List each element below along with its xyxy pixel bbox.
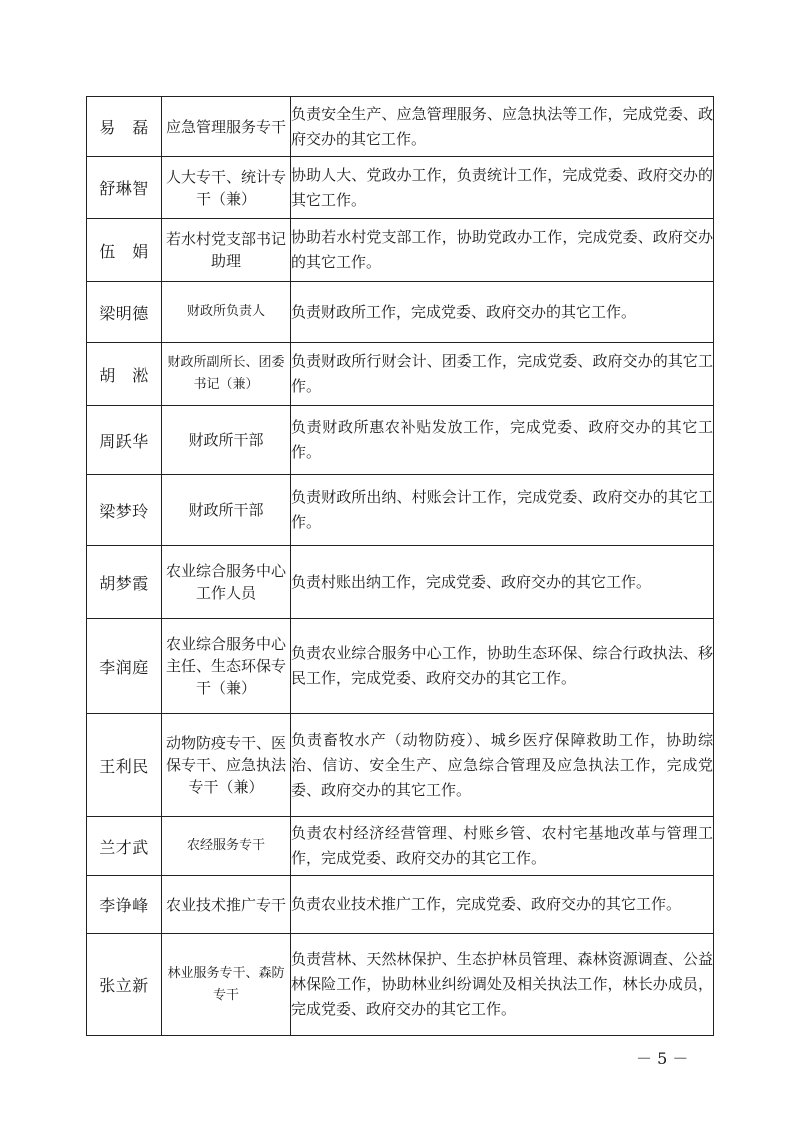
staff-name: 胡 淞 — [87, 343, 162, 406]
staff-post: 农经服务专干 — [162, 817, 291, 876]
staff-post: 动物防疫专干、医保专干、应急执法专干（兼） — [162, 714, 291, 817]
table-row — [87, 876, 714, 934]
staff-post: 农业综合服务中心主任、生态环保专干（兼） — [162, 619, 291, 714]
staff-post: 农业综合服务中心工作人员 — [162, 546, 291, 619]
staff-name: 伍 娟 — [87, 219, 162, 282]
staff-duty: 负责营林、天然林保护、生态护林员管理、森林资源调查、公益林保险工作，协助林业纠纷调处及相关执法工作，林长办成员，完成党委、政府交办的其它工作。 — [291, 934, 714, 1036]
page-number: － 5 － — [636, 1049, 689, 1068]
staff-post: 财政所干部 — [162, 406, 291, 475]
staff-name: 梁梦玲 — [87, 475, 162, 546]
staff-duty: 负责财政所行财会计、团委工作，完成党委、政府交办的其它工作。 — [291, 343, 714, 406]
staff-duty: 协助人大、党政办工作，负责统计工作，完成党委、政府交办的其它工作。 — [291, 157, 714, 219]
staff-post: 农业技术推广专干 — [162, 876, 291, 934]
table-row — [87, 157, 714, 219]
staff-duty: 负责农业综合服务中心工作，协助生态环保、综合行政执法、移民工作，完成党委、政府交办的其它工作。 — [291, 619, 714, 714]
staff-duty: 负责农业技术推广工作，完成党委、政府交办的其它工作。 — [291, 876, 714, 934]
staff-name: 兰才武 — [87, 817, 162, 876]
table-row — [87, 817, 714, 876]
table-row — [87, 475, 714, 546]
staff-duty: 负责农村经济经营管理、村账乡管、农村宅基地改革与管理工作，完成党委、政府交办的其它工作。 — [291, 817, 714, 876]
staff-name: 梁明德 — [87, 282, 162, 343]
staff-name: 李润庭 — [87, 619, 162, 714]
staff-name: 张立新 — [87, 934, 162, 1036]
staff-duty: 负责财政所惠农补贴发放工作，完成党委、政府交办的其它工作。 — [291, 406, 714, 475]
staff-duty: 负责财政所工作，完成党委、政府交办的其它工作。 — [291, 282, 714, 343]
staff-duty: 负责安全生产、应急管理服务、应急执法等工作，完成党委、政府交办的其它工作。 — [291, 97, 714, 157]
staff-name: 胡梦霞 — [87, 546, 162, 619]
staff-name: 舒琳智 — [87, 157, 162, 219]
table-row — [87, 219, 714, 282]
table-row — [87, 714, 714, 817]
table-row — [87, 97, 714, 157]
staff-name: 周跃华 — [87, 406, 162, 475]
table-row — [87, 343, 714, 406]
staff-post: 林业服务专干、森防专干 — [162, 934, 291, 1036]
staff-post: 人大专干、统计专干（兼） — [162, 157, 291, 219]
staff-name: 易 磊 — [87, 97, 162, 157]
staff-duty-table — [86, 96, 714, 1036]
staff-name: 李诤峰 — [87, 876, 162, 934]
staff-post: 财政所副所长、团委书记（兼） — [162, 343, 291, 406]
staff-post: 财政所负责人 — [162, 282, 291, 343]
table-row — [87, 282, 714, 343]
table-row — [87, 546, 714, 619]
staff-duty: 协助若水村党支部工作，协助党政办工作，完成党委、政府交办的其它工作。 — [291, 219, 714, 282]
table-row — [87, 406, 714, 475]
staff-post: 应急管理服务专干 — [162, 97, 291, 157]
table-row — [87, 934, 714, 1036]
staff-duty: 负责村账出纳工作，完成党委、政府交办的其它工作。 — [291, 546, 714, 619]
table-row — [87, 619, 714, 714]
staff-post: 若水村党支部书记助理 — [162, 219, 291, 282]
staff-duty: 负责畜牧水产（动物防疫）、城乡医疗保障救助工作，协助综治、信访、安全生产、应急综合管理及应急执法工作，完成党委、政府交办的其它工作。 — [291, 714, 714, 817]
staff-name: 王利民 — [87, 714, 162, 817]
staff-post: 财政所干部 — [162, 475, 291, 546]
staff-duty: 负责财政所出纳、村账会计工作，完成党委、政府交办的其它工作。 — [291, 475, 714, 546]
